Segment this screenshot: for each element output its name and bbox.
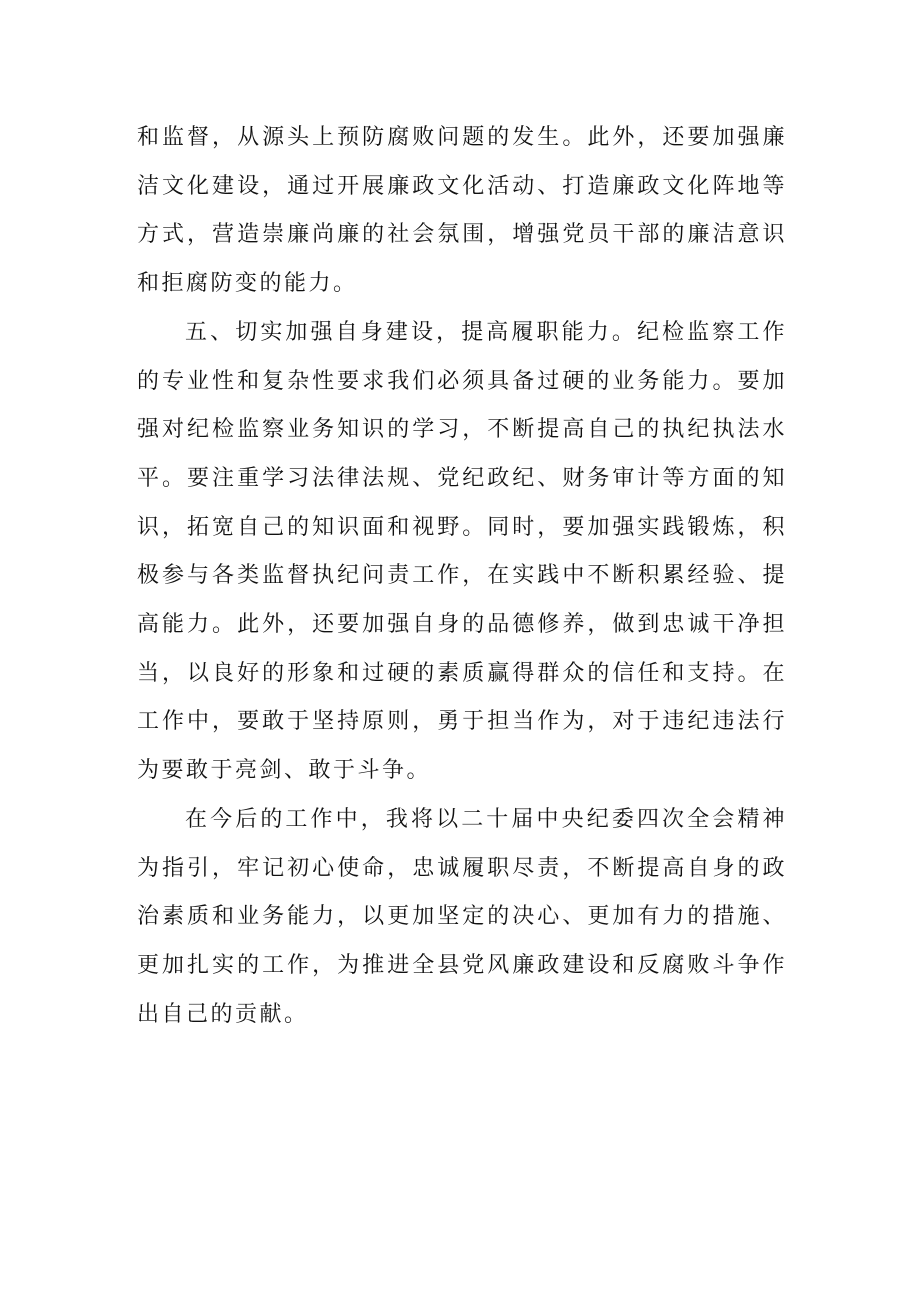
section-five-paragraph: 五、切实加强自身建设，提高履职能力。纪检监察工作的专业性和复杂性要求我们必须具备过硬的业务能力。要加强对纪检监察业务知识的学习，不断提高自己的执纪执法水平。要注重学习法律法规、党纪政纪、财务审计等方面的知识，拓宽自己的知识面和视野。同时，要加强实践锻炼，积极参与各类监督执纪问责工作，在实践中不断积累经验、提高能力。此外，还要加强自身的品德修养，做到忠诚干净担当，以良好的形象和过硬的素质赢得群众的信任和支持。在工作中，要敢于坚持原则，勇于担当作为，对于违纪违法行为要敢于亮剑、敢于斗争。 <box>137 319 787 784</box>
continued-paragraph: 和监督，从源头上预防腐败问题的发生。此外，还要加强廉洁文化建设，通过开展廉政文化活动、打造廉政文化阵地等方式，营造崇廉尚廉的社会氛围，增强党员干部的廉洁意识和拒腐防变的能力。 <box>137 125 787 297</box>
closing-paragraph: 在今后的工作中，我将以二十届中央纪委四次全会精神为指引，牢记初心使命，忠诚履职尽责，不断提高自身的政治素质和业务能力，以更加坚定的决心、更加有力的措施、更加扎实的工作，为推进全县党风廉政建设和反腐败斗争作出自己的贡献。 <box>137 806 787 1027</box>
document-body <box>137 114 787 1039</box>
